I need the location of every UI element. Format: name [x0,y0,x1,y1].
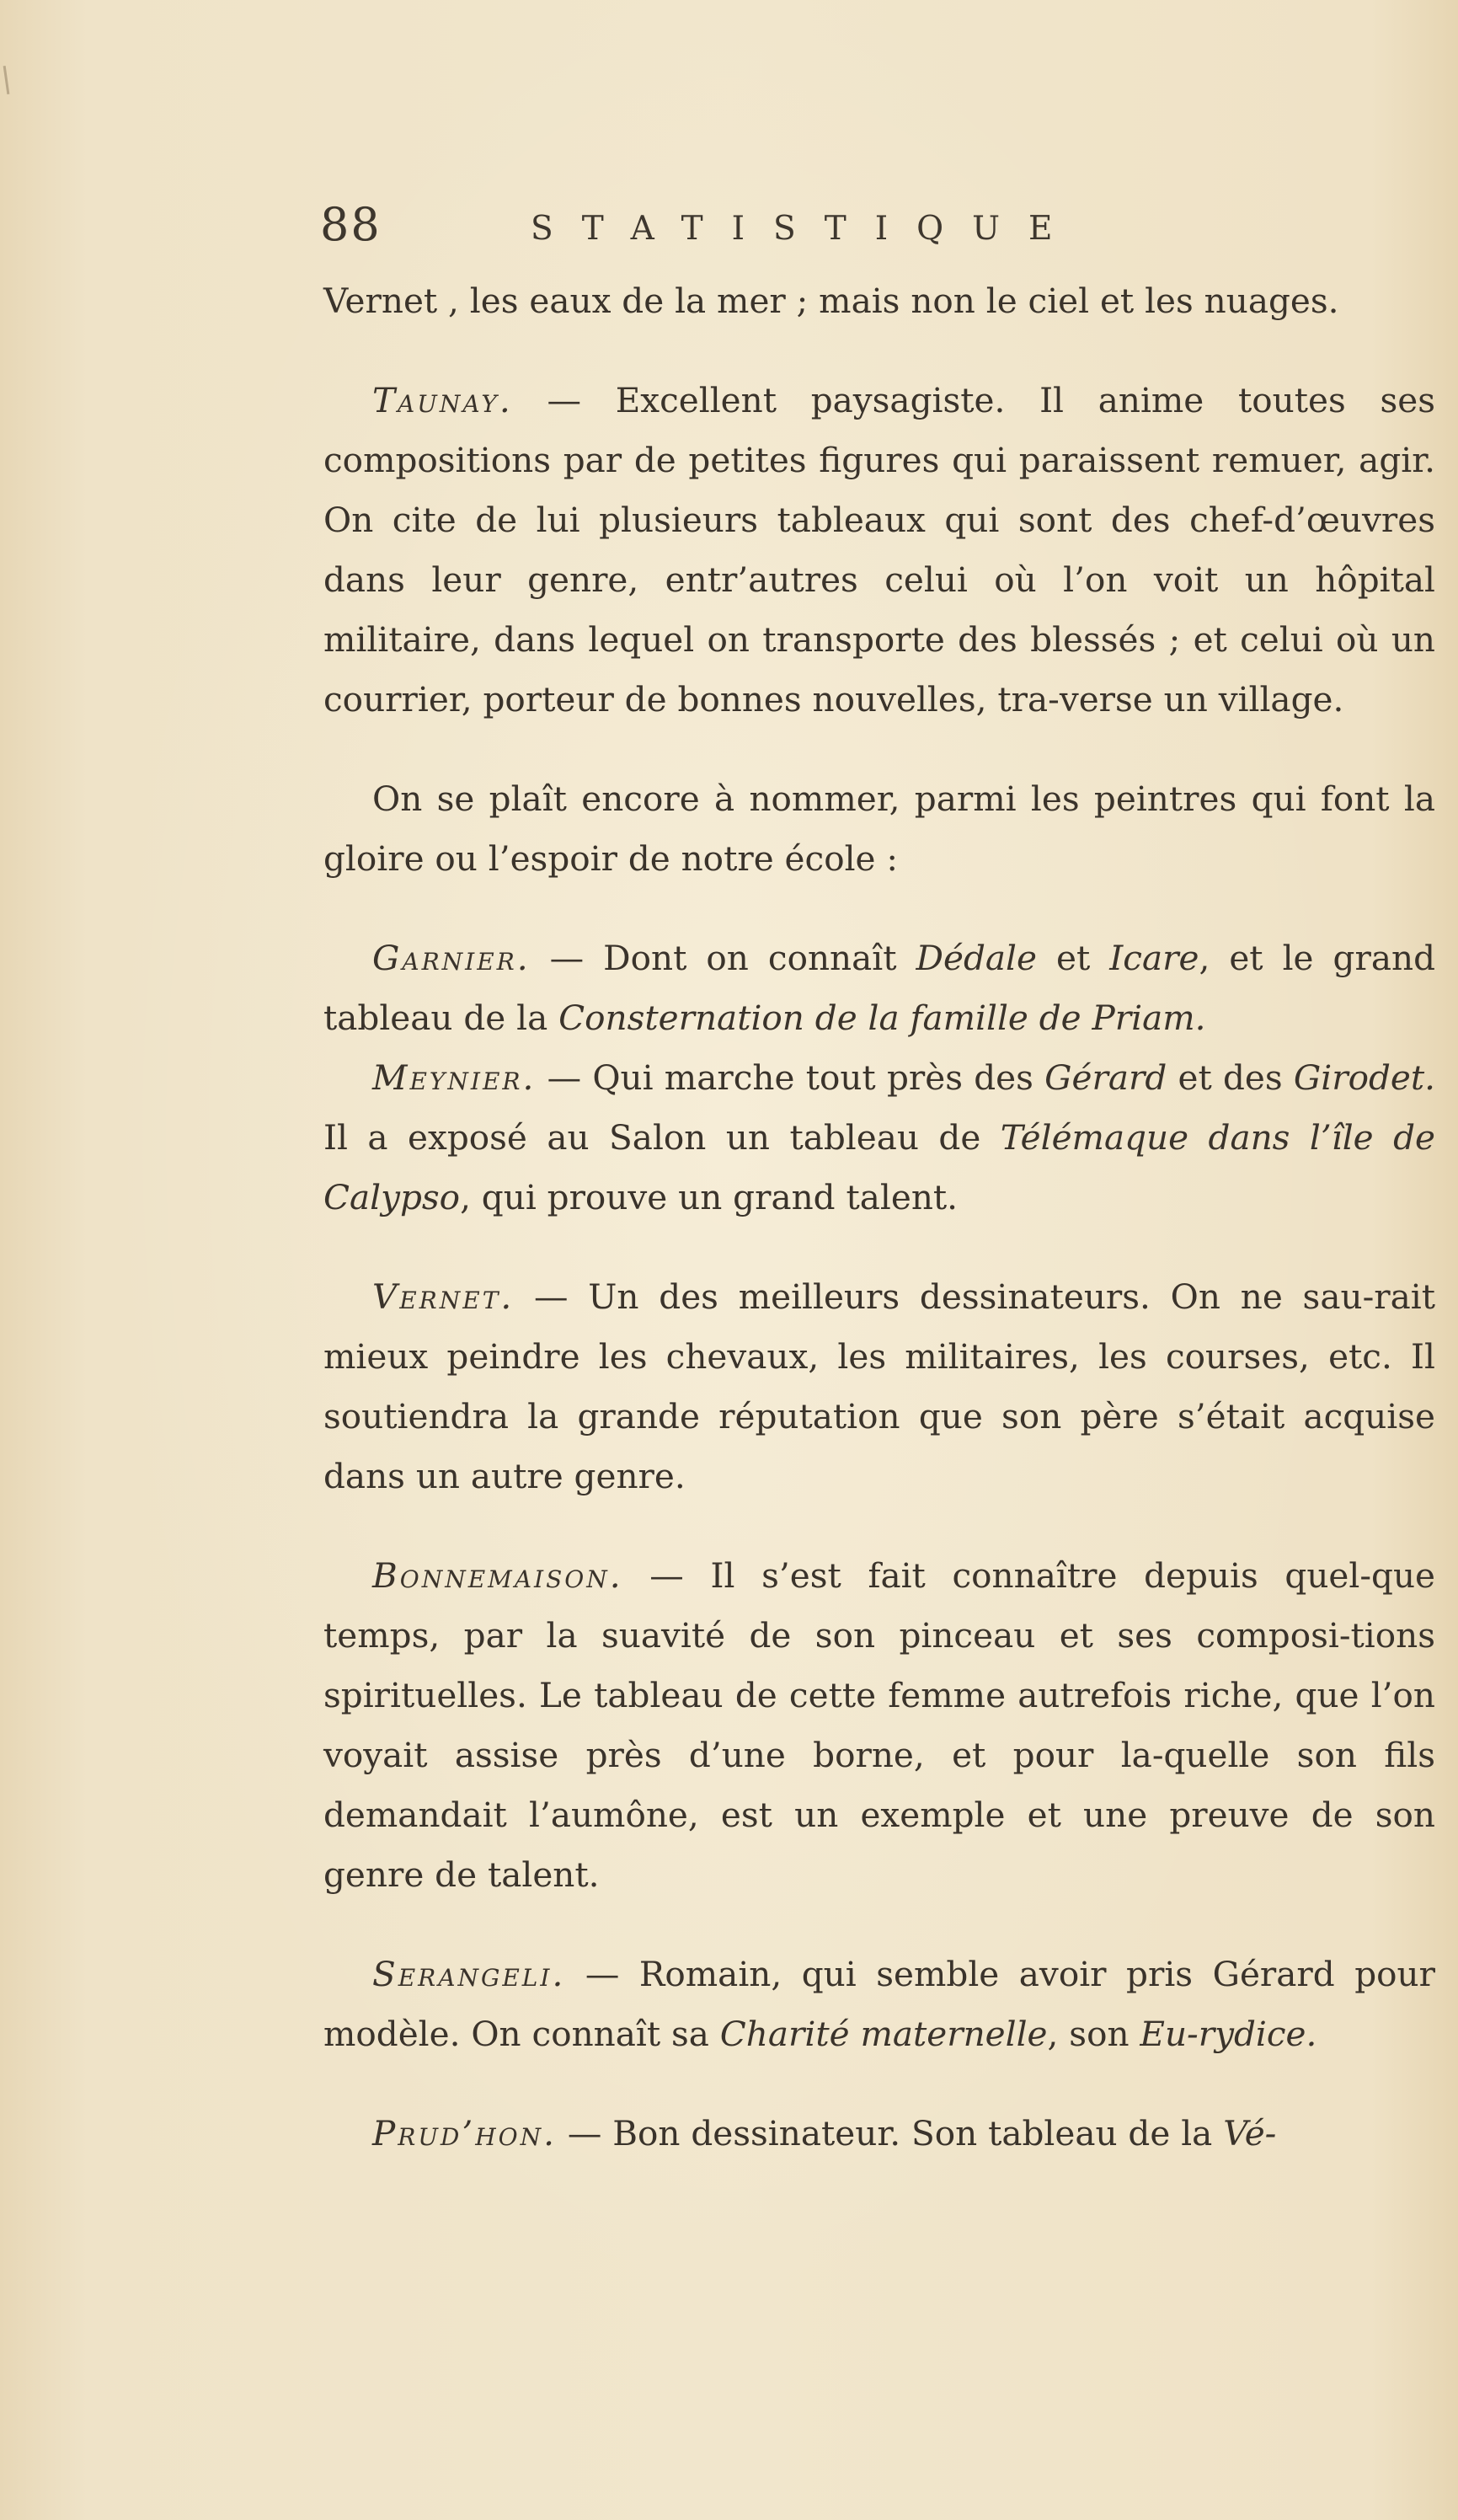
page-number: 88 [320,198,382,251]
painter-name: Prud’hon. [372,2113,557,2154]
page-edge-mark [3,66,10,94]
paragraph-p8 [323,1945,1435,2064]
painter-name: Garnier. [372,938,531,978]
paragraph-text: Vernet , les eaux de la mer ; mais non le ciel et les nuages. [323,281,1339,321]
paragraph-text: Il a exposé au Salon un tableau de [323,1117,1001,1158]
paragraph-text: — Un des meilleurs dessinateurs. On ne sau-rait mieux peindre les chevaux, les militaires, les courses, etc. Il soutiendra la grande réputation que son père s’était acquise dans un autre genre. [323,1276,1435,1496]
running-head: STATISTIQUE [531,210,1081,248]
artwork-title: Consternation de la famille de Priam. [558,998,1206,1038]
paragraph-text: , qui prouve un grand talent. [460,1177,959,1217]
artwork-title: Charité maternelle [719,2014,1048,2054]
paragraph-text: — Dont on connaît [530,938,916,978]
paragraph-text: — Excellent paysagiste. Il anime toutes ses compositions par de petites figures qui paraissent remuer, agir. On cite de lui plusieurs tableaux qui sont des chef-d’œuvres dans leur genre, entr’autres celui où l’on voit un hôpital militaire, dans lequel on transporte des blessés ; et celui où un courrier, porteur de bonnes nouvelles, tra-verse un village. [323,380,1435,720]
painter-name: Taunay. [372,380,513,420]
paragraph-text: et [1036,938,1110,978]
body-text [323,271,1435,2164]
paragraph-text: , son [1047,2014,1140,2054]
artwork-title: Eu-rydice. [1140,2014,1317,2054]
paragraph-text: — Bon dessinateur. Son tableau de la [557,2113,1224,2154]
painter-name: Bonnemaison. [372,1555,623,1596]
artwork-title: Gérard [1044,1057,1167,1098]
paragraph-p6 [323,1267,1435,1506]
paragraph-p5 [323,1048,1435,1228]
artwork-title: Télémaque dans l’île de Calypso [323,1117,1435,1217]
paragraph-text: — Il s’est fait connaître depuis quel-que temps, par la suavité de son pinceau et ses composi-tions spirituelles. Le tableau de cette femme autrefois riche, que l’on voyait assise près d’une borne, et pour la-quelle son fils demandait l’aumône, est un exemple et une preuve de son genre de talent. [323,1555,1435,1895]
painter-name: Meynier. [372,1057,537,1098]
paragraph-p4 [323,928,1435,1048]
paragraph-p1 [323,271,1435,331]
painter-name: Serangeli. [372,1954,566,1994]
paragraph-p9 [323,2104,1435,2164]
page-header [320,187,1171,263]
painter-name: Vernet. [372,1276,515,1317]
paragraph-p3 [323,769,1435,889]
paragraph-text: — Qui marche tout près des [536,1057,1045,1098]
paragraph-p2 [323,371,1435,730]
paragraph-text: On se plaît encore à nommer, parmi les peintres qui font la gloire ou l’espoir de notre école : [323,778,1435,879]
paragraph-text: — Romain, qui semble avoir pris Gérard pour modèle. On connaît sa [323,1954,1435,2054]
artwork-title: Dédale [916,938,1037,978]
paragraph-text: et des [1167,1057,1294,1098]
paragraph-text: , et le grand tableau de la [323,938,1435,1038]
artwork-title: Icare [1109,938,1199,978]
paragraph-p7 [323,1546,1435,1905]
artwork-title: Girodet. [1293,1057,1435,1098]
artwork-title: Vé- [1223,2113,1277,2154]
